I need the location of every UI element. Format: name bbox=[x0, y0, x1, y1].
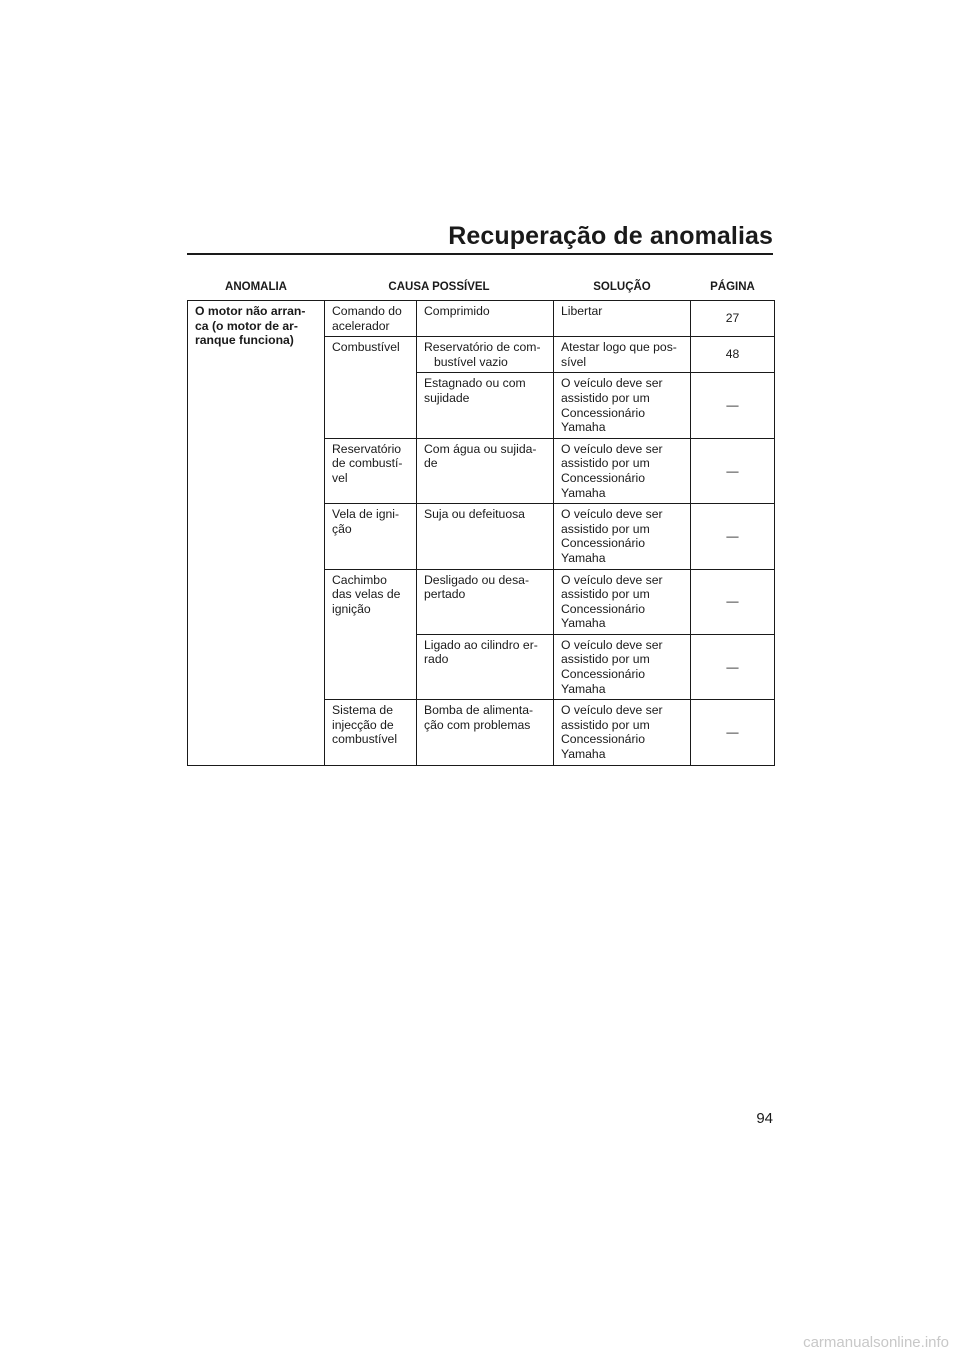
component-line: injecção de bbox=[332, 717, 394, 732]
solution-cell bbox=[554, 504, 691, 569]
watermark: carmanualsonline.info bbox=[803, 1334, 949, 1351]
page-ref: — bbox=[691, 569, 775, 634]
cause-cell bbox=[417, 634, 554, 699]
cause-line: bustível vazio bbox=[434, 354, 508, 369]
solution-line: Yamaha bbox=[561, 747, 606, 762]
cause-line: sujidade bbox=[424, 390, 470, 405]
solution-line: O veículo deve ser bbox=[561, 441, 663, 456]
cause-line: Ligado ao cilindro er- bbox=[424, 637, 538, 652]
page-ref: — bbox=[691, 634, 775, 699]
solution-line: Concessionário bbox=[561, 470, 646, 485]
solution-line: Concessionário bbox=[561, 405, 646, 420]
cause-cell bbox=[417, 438, 554, 503]
solution-line: Yamaha bbox=[561, 485, 606, 500]
cause-line: Com água ou sujida- bbox=[424, 441, 537, 456]
solution-line: Atestar logo que pos- bbox=[561, 340, 677, 355]
cause-cell bbox=[417, 504, 554, 569]
component-line: acelerador bbox=[332, 318, 390, 333]
title-divider bbox=[187, 253, 773, 255]
solution-line: Yamaha bbox=[561, 420, 606, 435]
cause-cell bbox=[417, 700, 554, 765]
cause-line: Estagnado ou com bbox=[424, 376, 526, 391]
component-cell bbox=[325, 504, 417, 569]
anomaly-line: ca (o motor de ar- bbox=[195, 318, 298, 333]
component-line: Reservatório bbox=[332, 441, 402, 456]
component-line: das velas de bbox=[332, 587, 401, 602]
anomaly-line: O motor não arran- bbox=[195, 304, 306, 318]
header-pagina: PÁGINA bbox=[691, 274, 775, 301]
solution-line: assistido por um bbox=[561, 521, 650, 536]
solution-cell bbox=[554, 301, 691, 337]
cause-line: Reservatório de com- bbox=[424, 340, 541, 355]
cause-cell bbox=[417, 569, 554, 634]
component-cell bbox=[325, 700, 417, 765]
cause-cell bbox=[417, 301, 554, 337]
component-line: Sistema de bbox=[332, 703, 393, 718]
page-number: 94 bbox=[756, 1110, 773, 1127]
page-ref: — bbox=[691, 373, 775, 438]
solution-line: O veículo deve ser bbox=[561, 376, 663, 391]
solution-cell bbox=[554, 569, 691, 634]
component-line: Combustível bbox=[332, 340, 400, 355]
solution-line: Concessionário bbox=[561, 667, 646, 682]
solution-line: O veículo deve ser bbox=[561, 637, 663, 652]
solution-line: Libertar bbox=[561, 304, 603, 318]
solution-cell bbox=[554, 634, 691, 699]
page-ref: — bbox=[691, 700, 775, 765]
cause-line: Suja ou defeituosa bbox=[424, 507, 525, 522]
solution-line: Concessionário bbox=[561, 732, 646, 747]
troubleshooting-table bbox=[187, 274, 775, 766]
component-cell bbox=[325, 438, 417, 503]
anomaly-line: ranque funciona) bbox=[195, 333, 294, 348]
anomaly-cell bbox=[188, 301, 325, 766]
component-line: de combustí- bbox=[332, 456, 403, 471]
solution-line: assistido por um bbox=[561, 717, 650, 732]
solution-line: Concessionário bbox=[561, 601, 646, 616]
cause-line: ção com problemas bbox=[424, 717, 531, 732]
component-cell bbox=[325, 337, 417, 439]
table-row bbox=[188, 301, 775, 337]
page-ref: — bbox=[691, 504, 775, 569]
solution-cell bbox=[554, 337, 691, 373]
solution-line: Yamaha bbox=[561, 681, 606, 696]
solution-line: Yamaha bbox=[561, 550, 606, 565]
solution-cell bbox=[554, 373, 691, 438]
solution-line: assistido por um bbox=[561, 587, 650, 602]
cause-line: Desligado ou desa- bbox=[424, 572, 530, 587]
page-title: Recuperação de anomalias bbox=[448, 222, 773, 250]
component-line: ignição bbox=[332, 601, 371, 616]
solution-line: assistido por um bbox=[561, 390, 650, 405]
solution-cell bbox=[554, 438, 691, 503]
component-cell bbox=[325, 301, 417, 337]
solution-line: O veículo deve ser bbox=[561, 507, 663, 522]
cause-cell bbox=[417, 337, 554, 373]
solution-line: assistido por um bbox=[561, 652, 650, 667]
header-anomalia: ANOMALIA bbox=[188, 274, 325, 301]
solution-line: O veículo deve ser bbox=[561, 572, 663, 587]
cause-cell bbox=[417, 373, 554, 438]
component-line: ção bbox=[332, 521, 352, 536]
cause-line: Comprimido bbox=[424, 304, 490, 318]
component-line: vel bbox=[332, 470, 348, 485]
solution-line: assistido por um bbox=[561, 456, 650, 471]
component-line: combustível bbox=[332, 732, 398, 747]
component-line: Vela de igni- bbox=[332, 507, 400, 522]
component-cell bbox=[325, 569, 417, 700]
cause-line: Bomba de alimenta- bbox=[424, 703, 534, 718]
page-ref: 48 bbox=[691, 337, 775, 373]
component-line: Comando do bbox=[332, 304, 402, 318]
page-ref: 27 bbox=[691, 301, 775, 337]
cause-line: pertado bbox=[424, 587, 466, 602]
solution-cell bbox=[554, 700, 691, 765]
cause-line: rado bbox=[424, 652, 449, 667]
page-ref: — bbox=[691, 438, 775, 503]
header-solucao: SOLUÇÃO bbox=[554, 274, 691, 301]
component-line: Cachimbo bbox=[332, 572, 387, 587]
cause-line: de bbox=[424, 456, 438, 471]
solution-line: O veículo deve ser bbox=[561, 703, 663, 718]
table-header-row bbox=[188, 274, 775, 301]
solution-line: Yamaha bbox=[561, 616, 606, 631]
solution-line: sível bbox=[561, 354, 587, 369]
solution-line: Concessionário bbox=[561, 536, 646, 551]
header-causa: CAUSA POSSÍVEL bbox=[325, 274, 554, 301]
